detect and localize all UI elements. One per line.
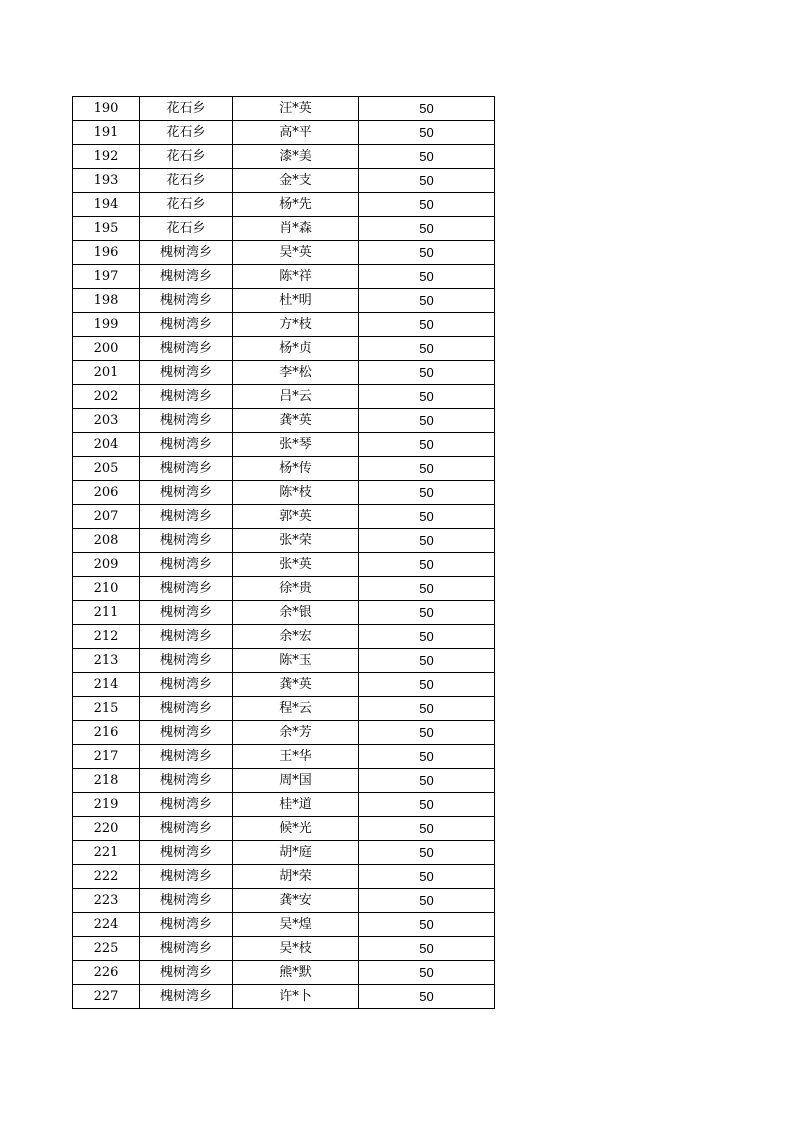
table-row bbox=[73, 145, 495, 169]
township-cell: 槐树湾乡 bbox=[140, 865, 233, 889]
township-cell: 槐树湾乡 bbox=[140, 889, 233, 913]
township-cell: 花石乡 bbox=[140, 193, 233, 217]
township-cell: 槐树湾乡 bbox=[140, 697, 233, 721]
township-cell: 槐树湾乡 bbox=[140, 265, 233, 289]
row-number-cell: 220 bbox=[73, 817, 140, 841]
township-cell: 花石乡 bbox=[140, 145, 233, 169]
amount-cell: 50 bbox=[359, 601, 495, 625]
township-cell: 槐树湾乡 bbox=[140, 481, 233, 505]
table-row bbox=[73, 769, 495, 793]
table-row bbox=[73, 337, 495, 361]
table-row bbox=[73, 361, 495, 385]
amount-cell: 50 bbox=[359, 937, 495, 961]
township-cell: 槐树湾乡 bbox=[140, 553, 233, 577]
person-name-cell: 余*银 bbox=[233, 601, 359, 625]
amount-cell: 50 bbox=[359, 769, 495, 793]
table-row bbox=[73, 865, 495, 889]
row-number-cell: 214 bbox=[73, 673, 140, 697]
township-cell: 槐树湾乡 bbox=[140, 529, 233, 553]
row-number-cell: 224 bbox=[73, 913, 140, 937]
township-cell: 槐树湾乡 bbox=[140, 409, 233, 433]
township-cell: 槐树湾乡 bbox=[140, 577, 233, 601]
table-row bbox=[73, 913, 495, 937]
table-row bbox=[73, 697, 495, 721]
township-cell: 槐树湾乡 bbox=[140, 937, 233, 961]
row-number-cell: 206 bbox=[73, 481, 140, 505]
township-cell: 槐树湾乡 bbox=[140, 913, 233, 937]
township-cell: 槐树湾乡 bbox=[140, 769, 233, 793]
person-name-cell: 周*国 bbox=[233, 769, 359, 793]
row-number-cell: 211 bbox=[73, 601, 140, 625]
row-number-cell: 225 bbox=[73, 937, 140, 961]
township-cell: 槐树湾乡 bbox=[140, 649, 233, 673]
person-name-cell: 胡*荣 bbox=[233, 865, 359, 889]
amount-cell: 50 bbox=[359, 649, 495, 673]
row-number-cell: 198 bbox=[73, 289, 140, 313]
person-name-cell: 吴*英 bbox=[233, 241, 359, 265]
amount-cell: 50 bbox=[359, 433, 495, 457]
township-cell: 槐树湾乡 bbox=[140, 673, 233, 697]
row-number-cell: 209 bbox=[73, 553, 140, 577]
person-name-cell: 陈*玉 bbox=[233, 649, 359, 673]
amount-cell: 50 bbox=[359, 337, 495, 361]
person-name-cell: 徐*贵 bbox=[233, 577, 359, 601]
row-number-cell: 203 bbox=[73, 409, 140, 433]
township-cell: 槐树湾乡 bbox=[140, 601, 233, 625]
table-row bbox=[73, 505, 495, 529]
table-row bbox=[73, 97, 495, 121]
township-cell: 槐树湾乡 bbox=[140, 457, 233, 481]
township-cell: 槐树湾乡 bbox=[140, 289, 233, 313]
amount-cell: 50 bbox=[359, 697, 495, 721]
row-number-cell: 194 bbox=[73, 193, 140, 217]
amount-cell: 50 bbox=[359, 361, 495, 385]
township-cell: 槐树湾乡 bbox=[140, 625, 233, 649]
person-name-cell: 龚*英 bbox=[233, 673, 359, 697]
table-row bbox=[73, 481, 495, 505]
amount-cell: 50 bbox=[359, 529, 495, 553]
person-name-cell: 龚*安 bbox=[233, 889, 359, 913]
table-row bbox=[73, 241, 495, 265]
person-name-cell: 吴*枝 bbox=[233, 937, 359, 961]
township-cell: 槐树湾乡 bbox=[140, 505, 233, 529]
amount-cell: 50 bbox=[359, 265, 495, 289]
table-row bbox=[73, 601, 495, 625]
person-name-cell: 吕*云 bbox=[233, 385, 359, 409]
amount-cell: 50 bbox=[359, 841, 495, 865]
row-number-cell: 197 bbox=[73, 265, 140, 289]
amount-cell: 50 bbox=[359, 793, 495, 817]
row-number-cell: 201 bbox=[73, 361, 140, 385]
row-number-cell: 200 bbox=[73, 337, 140, 361]
amount-cell: 50 bbox=[359, 193, 495, 217]
row-number-cell: 208 bbox=[73, 529, 140, 553]
amount-cell: 50 bbox=[359, 961, 495, 985]
table-row bbox=[73, 217, 495, 241]
amount-cell: 50 bbox=[359, 889, 495, 913]
amount-cell: 50 bbox=[359, 553, 495, 577]
township-cell: 槐树湾乡 bbox=[140, 817, 233, 841]
person-name-cell: 余*芳 bbox=[233, 721, 359, 745]
person-name-cell: 王*华 bbox=[233, 745, 359, 769]
township-cell: 花石乡 bbox=[140, 121, 233, 145]
row-number-cell: 227 bbox=[73, 985, 140, 1009]
amount-cell: 50 bbox=[359, 241, 495, 265]
table-row bbox=[73, 385, 495, 409]
table-row bbox=[73, 985, 495, 1009]
row-number-cell: 190 bbox=[73, 97, 140, 121]
table-row bbox=[73, 313, 495, 337]
township-cell: 槐树湾乡 bbox=[140, 721, 233, 745]
table-row bbox=[73, 265, 495, 289]
person-name-cell: 陈*祥 bbox=[233, 265, 359, 289]
row-number-cell: 216 bbox=[73, 721, 140, 745]
person-name-cell: 杜*明 bbox=[233, 289, 359, 313]
table-row bbox=[73, 193, 495, 217]
person-name-cell: 金*支 bbox=[233, 169, 359, 193]
row-number-cell: 192 bbox=[73, 145, 140, 169]
township-cell: 花石乡 bbox=[140, 169, 233, 193]
amount-cell: 50 bbox=[359, 121, 495, 145]
amount-cell: 50 bbox=[359, 457, 495, 481]
person-name-cell: 漆*美 bbox=[233, 145, 359, 169]
amount-cell: 50 bbox=[359, 985, 495, 1009]
row-number-cell: 219 bbox=[73, 793, 140, 817]
amount-cell: 50 bbox=[359, 625, 495, 649]
table-row bbox=[73, 817, 495, 841]
township-cell: 槐树湾乡 bbox=[140, 793, 233, 817]
township-cell: 槐树湾乡 bbox=[140, 313, 233, 337]
amount-cell: 50 bbox=[359, 913, 495, 937]
township-cell: 槐树湾乡 bbox=[140, 985, 233, 1009]
roster-table bbox=[72, 96, 495, 1009]
person-name-cell: 张*琴 bbox=[233, 433, 359, 457]
table-row bbox=[73, 673, 495, 697]
township-cell: 花石乡 bbox=[140, 97, 233, 121]
amount-cell: 50 bbox=[359, 577, 495, 601]
person-name-cell: 汪*英 bbox=[233, 97, 359, 121]
township-cell: 槐树湾乡 bbox=[140, 241, 233, 265]
row-number-cell: 223 bbox=[73, 889, 140, 913]
row-number-cell: 195 bbox=[73, 217, 140, 241]
table-row bbox=[73, 577, 495, 601]
table-row bbox=[73, 649, 495, 673]
table-row bbox=[73, 793, 495, 817]
person-name-cell: 余*宏 bbox=[233, 625, 359, 649]
person-name-cell: 杨*贞 bbox=[233, 337, 359, 361]
person-name-cell: 郭*英 bbox=[233, 505, 359, 529]
row-number-cell: 215 bbox=[73, 697, 140, 721]
amount-cell: 50 bbox=[359, 481, 495, 505]
person-name-cell: 许*卜 bbox=[233, 985, 359, 1009]
row-number-cell: 207 bbox=[73, 505, 140, 529]
table-row bbox=[73, 961, 495, 985]
amount-cell: 50 bbox=[359, 505, 495, 529]
township-cell: 槐树湾乡 bbox=[140, 337, 233, 361]
township-cell: 槐树湾乡 bbox=[140, 745, 233, 769]
table-row bbox=[73, 937, 495, 961]
person-name-cell: 候*光 bbox=[233, 817, 359, 841]
person-name-cell: 熊*默 bbox=[233, 961, 359, 985]
amount-cell: 50 bbox=[359, 145, 495, 169]
township-cell: 槐树湾乡 bbox=[140, 361, 233, 385]
table-row bbox=[73, 169, 495, 193]
amount-cell: 50 bbox=[359, 745, 495, 769]
row-number-cell: 193 bbox=[73, 169, 140, 193]
person-name-cell: 桂*道 bbox=[233, 793, 359, 817]
row-number-cell: 196 bbox=[73, 241, 140, 265]
row-number-cell: 202 bbox=[73, 385, 140, 409]
table-row bbox=[73, 625, 495, 649]
row-number-cell: 210 bbox=[73, 577, 140, 601]
row-number-cell: 204 bbox=[73, 433, 140, 457]
person-name-cell: 杨*先 bbox=[233, 193, 359, 217]
table-row bbox=[73, 721, 495, 745]
amount-cell: 50 bbox=[359, 409, 495, 433]
row-number-cell: 218 bbox=[73, 769, 140, 793]
person-name-cell: 陈*枝 bbox=[233, 481, 359, 505]
table-row bbox=[73, 289, 495, 313]
amount-cell: 50 bbox=[359, 313, 495, 337]
person-name-cell: 杨*传 bbox=[233, 457, 359, 481]
person-name-cell: 程*云 bbox=[233, 697, 359, 721]
row-number-cell: 199 bbox=[73, 313, 140, 337]
person-name-cell: 李*松 bbox=[233, 361, 359, 385]
township-cell: 槐树湾乡 bbox=[140, 841, 233, 865]
amount-cell: 50 bbox=[359, 217, 495, 241]
township-cell: 花石乡 bbox=[140, 217, 233, 241]
table-row bbox=[73, 433, 495, 457]
row-number-cell: 191 bbox=[73, 121, 140, 145]
person-name-cell: 吴*煌 bbox=[233, 913, 359, 937]
row-number-cell: 221 bbox=[73, 841, 140, 865]
row-number-cell: 212 bbox=[73, 625, 140, 649]
person-name-cell: 张*英 bbox=[233, 553, 359, 577]
person-name-cell: 胡*庭 bbox=[233, 841, 359, 865]
roster-table-body bbox=[73, 97, 495, 1009]
amount-cell: 50 bbox=[359, 865, 495, 889]
person-name-cell: 方*枝 bbox=[233, 313, 359, 337]
person-name-cell: 张*荣 bbox=[233, 529, 359, 553]
amount-cell: 50 bbox=[359, 169, 495, 193]
row-number-cell: 205 bbox=[73, 457, 140, 481]
township-cell: 槐树湾乡 bbox=[140, 385, 233, 409]
table-row bbox=[73, 841, 495, 865]
row-number-cell: 222 bbox=[73, 865, 140, 889]
table-row bbox=[73, 889, 495, 913]
amount-cell: 50 bbox=[359, 721, 495, 745]
person-name-cell: 肖*森 bbox=[233, 217, 359, 241]
table-row bbox=[73, 121, 495, 145]
table-row bbox=[73, 529, 495, 553]
table-row bbox=[73, 553, 495, 577]
table-row bbox=[73, 409, 495, 433]
person-name-cell: 龚*英 bbox=[233, 409, 359, 433]
row-number-cell: 217 bbox=[73, 745, 140, 769]
amount-cell: 50 bbox=[359, 817, 495, 841]
amount-cell: 50 bbox=[359, 97, 495, 121]
township-cell: 槐树湾乡 bbox=[140, 433, 233, 457]
amount-cell: 50 bbox=[359, 385, 495, 409]
table-row bbox=[73, 457, 495, 481]
row-number-cell: 213 bbox=[73, 649, 140, 673]
person-name-cell: 高*平 bbox=[233, 121, 359, 145]
township-cell: 槐树湾乡 bbox=[140, 961, 233, 985]
amount-cell: 50 bbox=[359, 289, 495, 313]
row-number-cell: 226 bbox=[73, 961, 140, 985]
amount-cell: 50 bbox=[359, 673, 495, 697]
table-row bbox=[73, 745, 495, 769]
